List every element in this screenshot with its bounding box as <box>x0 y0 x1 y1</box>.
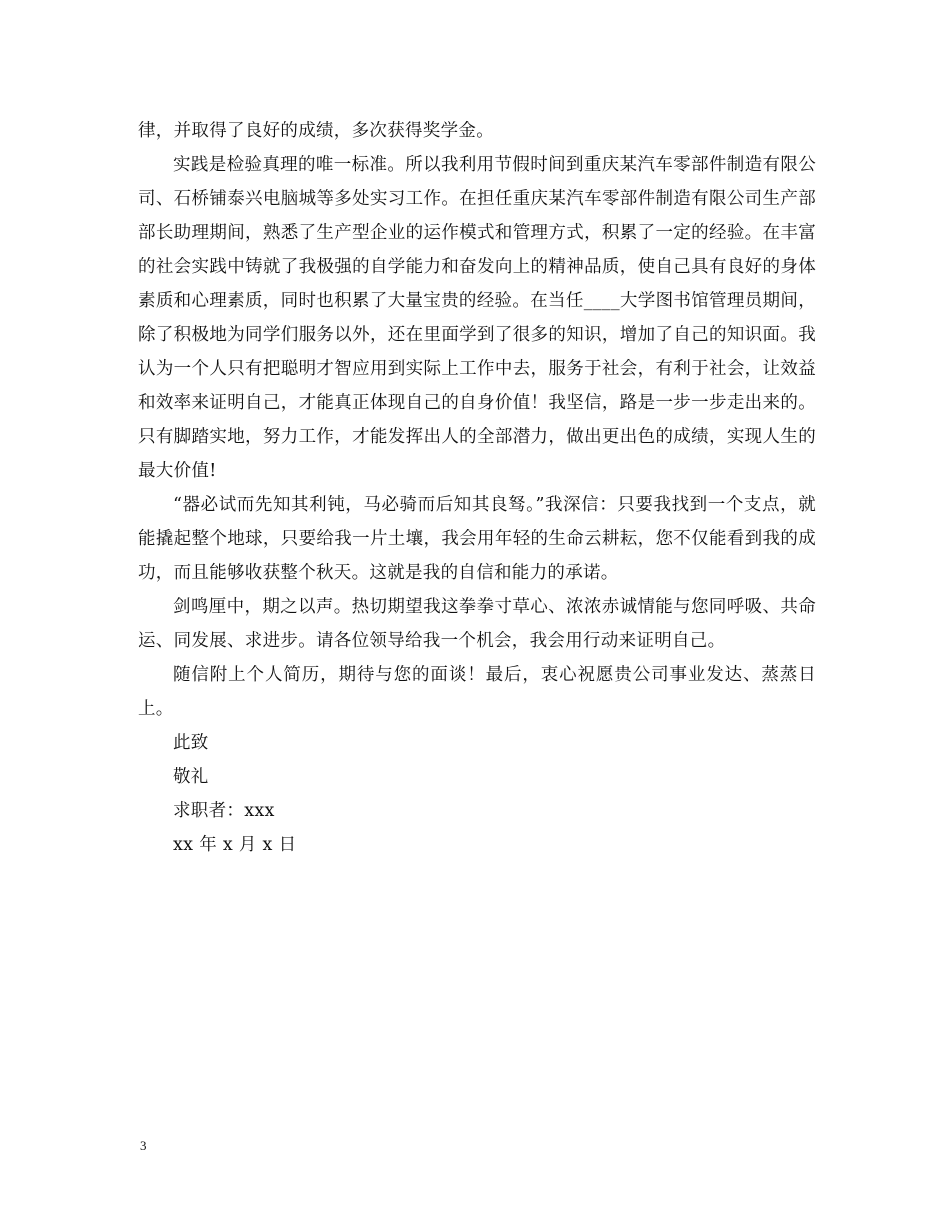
letter-date: xx 年 x 月 x 日 <box>173 835 297 855</box>
paragraph-quote: “器必试而先知其利钝，马必骑而后知其良驽。”我深信：只要我找到一个支点，就能撬起整个地球，只要给我一片土壤，我会用年轻的生命云耕耘，您不仅能看到我的成功，而且能够收获整个秋天。这就是我的自信和能力的承诺。 <box>138 495 816 583</box>
paragraph-resume: 随信附上个人简历，期待与您的面谈！最后，衷心祝愿贵公司事业发达、蒸蒸日上。 <box>138 665 816 719</box>
applicant-signature: 求职者：xxx <box>173 801 275 821</box>
paragraph-practice: 实践是检验真理的唯一标准。所以我利用节假时间到重庆某汽车零部件制造有限公司、石桥铺泰兴电脑城等多处实习工作。在担任重庆某汽车零部件制造有限公司生产部部长助理期间，熟悉了生产型企业的运作模式和管理方式，积累了一定的经验。在丰富的社会实践中铸就了我极强的自学能力和奋发向上的精神品质，使自己具有良好的身体素质和心理素质，同时也积累了大量宝贵的经验。在当任____大学图书馆管理员期间，除了积极地为同学们服务以外，还在里面学到了很多的知识，增加了自己的知识面。我认为一个人只有把聪明才智应用到实际上工作中去，服务于社会，有利于社会，让效益和效率来证明自己，才能真正体现自己的自身价值！我坚信，路是一步一步走出来的。只有脚踏实地，努力工作，才能发挥出人的全部潜力，做出更出色的成绩，实现人生的最大价值! <box>138 155 816 481</box>
letter-body <box>138 114 816 862</box>
closing-salutation: 此致 <box>173 733 209 753</box>
paragraph-continuation: 律，并取得了良好的成绩，多次获得奖学金。 <box>138 121 494 141</box>
closing-respect: 敬礼 <box>173 767 209 787</box>
page-number: 3 <box>140 1138 147 1153</box>
paragraph-expectation: 剑鸣厘中，期之以声。热切期望我这拳拳寸草心、浓浓赤诚情能与您同呼吸、共命运、同发展、求进步。请各位领导给我一个机会，我会用行动来证明自己。 <box>138 597 816 651</box>
